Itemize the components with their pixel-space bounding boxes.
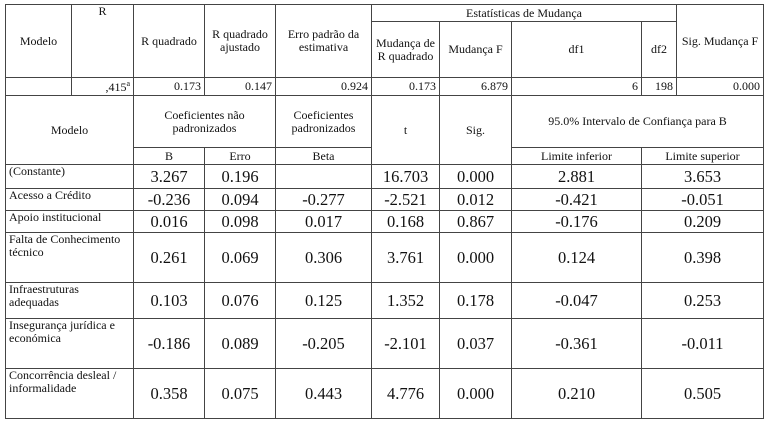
lower-limit-value: 2.881: [512, 165, 642, 189]
table-row: [6, 211, 764, 233]
b-value: -0.236: [134, 189, 205, 211]
upper-limit-value: 0.398: [642, 233, 764, 283]
upper-limit-value: 0.209: [642, 211, 764, 233]
header-df1: df1: [512, 22, 642, 78]
coef-subheader-erro: Erro: [205, 148, 276, 165]
row-label: Infraestruturas adequadas: [6, 283, 134, 319]
table-row: [6, 319, 764, 369]
header-r-squared-adjusted: R quadrado ajustado: [205, 5, 276, 78]
t-value: 0.168: [372, 211, 440, 233]
lower-limit-value: -0.047: [512, 283, 642, 319]
coef-header-sig: Sig.: [440, 96, 512, 165]
sig-value: 0.000: [440, 369, 512, 419]
erro-value: 0.089: [205, 319, 276, 369]
header-std-error-estimate: Erro padrão da estimativa: [276, 5, 372, 78]
df1-value: 6: [512, 78, 642, 96]
erro-value: 0.094: [205, 189, 276, 211]
erro-value: 0.098: [205, 211, 276, 233]
beta-value: [276, 165, 372, 189]
coef-subheader-upper-limit: Limite superior: [642, 148, 764, 165]
upper-limit-value: 0.253: [642, 283, 764, 319]
coef-subheader-b: B: [134, 148, 205, 165]
beta-value: -0.277: [276, 189, 372, 211]
t-value: 1.352: [372, 283, 440, 319]
row-label: (Constante): [6, 165, 134, 189]
sig-value: 0.037: [440, 319, 512, 369]
sig-f-change-value: 0.000: [677, 78, 764, 96]
b-value: 0.103: [134, 283, 205, 319]
header-r-squared-change: Mudança de R quadrado: [372, 22, 440, 78]
header-sig-f-change: Sig. Mudança F: [677, 5, 764, 78]
sig-value: 0.867: [440, 211, 512, 233]
upper-limit-value: -0.051: [642, 189, 764, 211]
lower-limit-value: -0.421: [512, 189, 642, 211]
lower-limit-value: -0.361: [512, 319, 642, 369]
model-cell: [6, 78, 72, 96]
beta-value: -0.205: [276, 319, 372, 369]
t-value: 3.761: [372, 233, 440, 283]
coef-header-standardized: Coeficientes padronizados: [276, 96, 372, 148]
r-value: [72, 78, 134, 96]
sig-value: 0.012: [440, 189, 512, 211]
header-modelo: Modelo: [6, 5, 72, 78]
erro-value: 0.196: [205, 165, 276, 189]
upper-limit-value: -0.011: [642, 319, 764, 369]
coef-subheader-lower-limit: Limite inferior: [512, 148, 642, 165]
row-label: Apoio institucional: [6, 211, 134, 233]
erro-value: 0.069: [205, 233, 276, 283]
erro-value: 0.075: [205, 369, 276, 419]
t-value: -2.101: [372, 319, 440, 369]
sig-value: 0.178: [440, 283, 512, 319]
lower-limit-value: 0.124: [512, 233, 642, 283]
table-row: [6, 233, 764, 283]
upper-limit-value: 3.653: [642, 165, 764, 189]
f-change-value: 6.879: [440, 78, 512, 96]
b-value: 3.267: [134, 165, 205, 189]
r-squared-change-value: 0.173: [372, 78, 440, 96]
b-value: -0.186: [134, 319, 205, 369]
header-change-statistics: Estatísticas de Mudança: [372, 5, 677, 22]
table-row: [6, 165, 764, 189]
t-value: 16.703: [372, 165, 440, 189]
row-label: Acesso a Crédito: [6, 189, 134, 211]
coef-subheader-beta: Beta: [276, 148, 372, 165]
regression-table: [5, 4, 764, 419]
coef-header-unstandardized: Coeficientes não padronizados: [134, 96, 276, 148]
b-value: 0.016: [134, 211, 205, 233]
r-value-text: ,415: [105, 79, 127, 94]
t-value: 4.776: [372, 369, 440, 419]
coef-header-confidence-interval: 95.0% Intervalo de Confiança para B: [512, 96, 764, 148]
r-squared-adjusted-value: 0.147: [205, 78, 276, 96]
erro-value: 0.076: [205, 283, 276, 319]
row-label: Falta de Conhecimento técnico: [6, 233, 134, 283]
std-error-value: 0.924: [276, 78, 372, 96]
header-df2: df2: [642, 22, 677, 78]
beta-value: 0.443: [276, 369, 372, 419]
r-footnote-mark: a: [126, 78, 130, 88]
beta-value: 0.125: [276, 283, 372, 319]
header-f-change: Mudança F: [440, 22, 512, 78]
beta-value: 0.306: [276, 233, 372, 283]
row-label: Insegurança jurídica e económica: [6, 319, 134, 369]
header-r: R: [72, 5, 134, 78]
sig-value: 0.000: [440, 165, 512, 189]
b-value: 0.358: [134, 369, 205, 419]
beta-value: 0.017: [276, 211, 372, 233]
r-squared-value: 0.173: [134, 78, 205, 96]
t-value: -2.521: [372, 189, 440, 211]
table-row: [6, 189, 764, 211]
b-value: 0.261: [134, 233, 205, 283]
sig-value: 0.000: [440, 233, 512, 283]
coef-header-modelo: Modelo: [6, 96, 134, 165]
model-summary-row: [6, 78, 764, 96]
lower-limit-value: -0.176: [512, 211, 642, 233]
table-row: [6, 283, 764, 319]
df2-value: 198: [642, 78, 677, 96]
table-row: [6, 369, 764, 419]
row-label: Concorrência desleal / informalidade: [6, 369, 134, 419]
header-r-squared: R quadrado: [134, 5, 205, 78]
upper-limit-value: 0.505: [642, 369, 764, 419]
coef-header-t: t: [372, 96, 440, 165]
lower-limit-value: 0.210: [512, 369, 642, 419]
